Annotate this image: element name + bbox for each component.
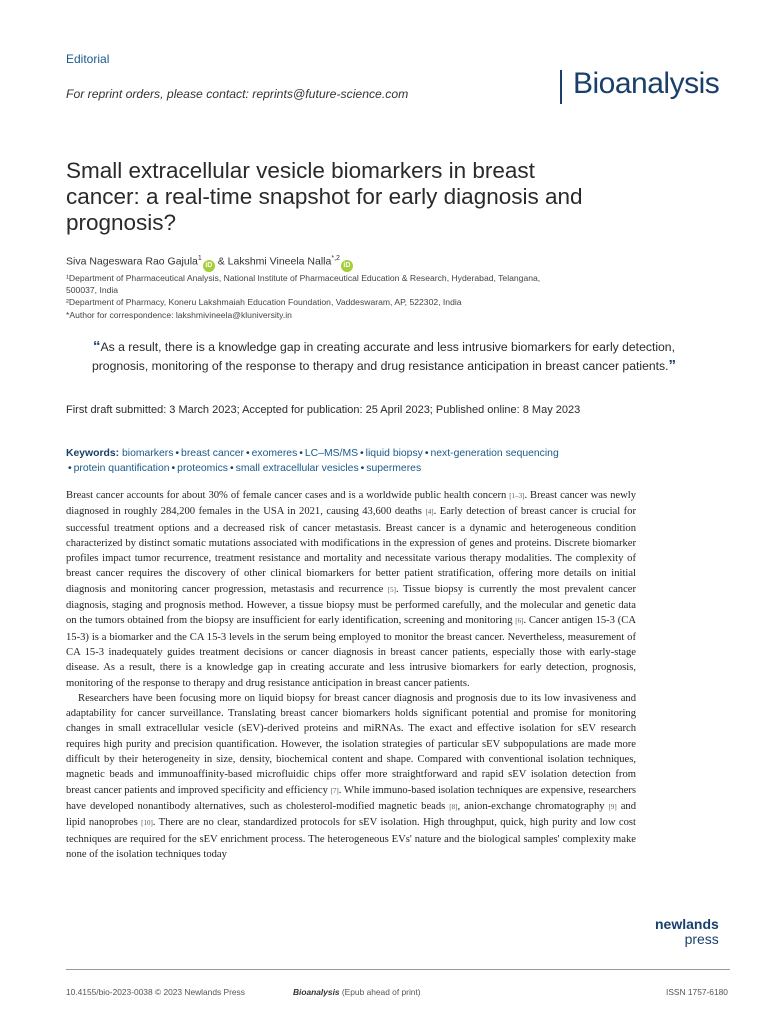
- publisher-logo-line2: press: [684, 931, 719, 947]
- body-text: . Cancer antigen 15-3 (CA 15-3) is a biomarker and the CA 15-3 levels in the serum being employed to monitor the breast cancer. Nevertheless, measurement of CA 15-3 inadequately guides treatment decisions or cancer diagnosis in breast cancer patients, especially those with early-stage disease. As a result, there is a knowledge gap in creating accurate and less intrusive biomarkers for early detection, prognosis, monitoring of the response to therapy and drug resistance anticipation in breast cancer patients.: [66, 615, 636, 689]
- article-title: Small extracellular vesicle biomarkers in breast cancer: a real-time snapshot for early diagnosis and prognosis?: [66, 158, 583, 235]
- author-line: [66, 255, 353, 272]
- keyword-bullet: •: [299, 448, 303, 459]
- keyword[interactable]: breast cancer: [181, 448, 244, 459]
- keyword[interactable]: next-generation sequencing: [430, 448, 559, 459]
- keywords: [66, 446, 706, 476]
- citation[interactable]: [7]: [330, 786, 339, 795]
- author-separator: &: [214, 255, 228, 268]
- body-text: . There are no clear, standardized protocols for sEV isolation. High throughput, quick, high purity and low cost techniques are required for the sEV enrichment process. The heterogeneous EVs' nature and the biological samples' complexity make none of the isolation techniques today: [66, 817, 636, 860]
- author-name: Siva Nageswara Rao Gajula: [66, 255, 198, 268]
- keyword[interactable]: proteomics: [177, 463, 228, 474]
- footer-journal: [293, 987, 421, 997]
- keyword-bullet: •: [360, 463, 365, 474]
- article-body: [66, 488, 636, 862]
- keyword[interactable]: supermeres: [366, 463, 422, 474]
- journal-logo: Bioanalysis: [573, 67, 720, 100]
- keyword[interactable]: protein quantification: [73, 463, 170, 474]
- footer-journal-name: Bioanalysis: [293, 987, 340, 997]
- keyword-bullet: •: [68, 463, 72, 474]
- citation[interactable]: [10]: [141, 819, 153, 828]
- body-text: . Breast cancer was newly diagnosed in roughly 284,200 females in the USA in 2021, causing 43,600 deaths: [66, 490, 636, 518]
- body-text: and lipid nanoprobes: [66, 800, 636, 829]
- citation[interactable]: [8]: [449, 802, 458, 811]
- citation[interactable]: [4]: [425, 508, 434, 517]
- keyword-list: [66, 448, 559, 474]
- keyword-bullet: •: [175, 448, 180, 459]
- keyword[interactable]: small extracellular vesicles: [235, 463, 359, 474]
- citation[interactable]: [6]: [515, 617, 524, 626]
- body-text: Researchers have been focusing more on liquid biopsy for breast cancer diagnosis and prognosis due to its low invasiveness and adaptability for cancer surveillance. Translating breast cancer biomarkers holds significant potential and promise for monitoring changes in small extracellular vesicle (sEV)-derived proteins and miRNAs. The exact and effective isolation for sEV research requires high purity and precision quantification. However, the isolation strategies of particular sEV subpopulations are made more difficult by their heterogeneity in size, density, biochemical content and shape. Compared with conventional isolation techniques, magnetic beads and immunoaffinity-based microfluidic chips offer more straightforward and rapid sEV isolation detection from breast cancer patients and improved specificity and efficiency: [66, 692, 636, 796]
- keyword-bullet: •: [246, 448, 250, 459]
- footer-issn: ISSN 1757-6180: [666, 987, 728, 997]
- body-text: . Early detection of breast cancer is crucial for successful treatment options and a decreased risk of cancer metastasis. Breast cancer is a dynamic and heterogeneous condition characterized by distinct somatic mutations associated with modifications in the expression of genes and proteins. Discrete biomarker profiles impact tumor recurrence, treatment resistance and mortality and necessitate various therapy modalities. The complexity of breast cancer requires the discovery of other clinical biomarkers for better patient stratification, offering more details on initial diagnosis and monitoring cancer progression, metastasis and recurrence: [66, 506, 637, 595]
- keyword-bullet: •: [230, 463, 234, 474]
- body-paragraph: [66, 488, 636, 691]
- body-text: . While immuno-based isolation techniques are expensive, researchers have developed nonantibody alternatives, such as cholesterol-modified magnetic beads: [66, 784, 636, 812]
- footer-doi: 10.4155/bio-2023-0038 © 2023 Newlands Press: [66, 987, 245, 997]
- keyword[interactable]: LC–MS/MS: [304, 448, 359, 459]
- keyword-bullet: •: [424, 448, 429, 459]
- section-label: Editorial: [66, 52, 110, 66]
- keyword[interactable]: liquid biopsy: [365, 448, 423, 459]
- pull-quote: [66, 338, 702, 375]
- pull-quote-text: As a result, there is a knowledge gap in creating accurate and less intrusive biomarkers for early detection, prognosis, monitoring of the response to therapy and drug resistance anticipation in breast cancer patients.: [91, 340, 675, 373]
- correspondence: *Author for correspondence: lakshmivineela@kluniversity.in: [66, 310, 292, 320]
- author-affiliation-mark: 1: [197, 255, 202, 262]
- author-name: Lakshmi Vineela Nalla: [227, 255, 332, 268]
- body-text: . Tissue biopsy is currently the most prevalent cancer diagnosis, staging and prognosis method. However, a tissue biopsy must be performed carefully, and the molecular and genetic data on the tumors obtained from the biopsy are insufficient for early identification, screening and monitoring: [66, 583, 637, 627]
- orcid-icon[interactable]: iD: [203, 260, 215, 272]
- citation[interactable]: [5]: [387, 585, 396, 594]
- body-paragraph: [66, 691, 636, 862]
- close-quote-mark: ”: [668, 356, 677, 374]
- body-text: Breast cancer accounts for about 30% of female cancer cases and is a worldwide public health concern: [66, 490, 510, 501]
- keywords-label: Keywords:: [66, 448, 120, 459]
- footer-status: (Epub ahead of print): [339, 987, 421, 997]
- keyword-bullet: •: [360, 448, 364, 459]
- keyword-bullet: •: [171, 463, 176, 474]
- affiliation-2: ²Department of Pharmacy, Koneru Lakshmaiah Education Foundation, Vaddeswaram, AP, 522302, India: [66, 297, 462, 307]
- keyword[interactable]: exomeres: [251, 448, 298, 459]
- reprint-notice: For reprint orders, please contact: reprints@future-science.com: [66, 87, 409, 101]
- publisher-logo-line1: newlands: [655, 916, 719, 932]
- footer-divider: [66, 969, 730, 970]
- body-text: , anion-exchange chromatography: [457, 800, 609, 812]
- citation[interactable]: [1–3]: [509, 492, 525, 500]
- author-affiliation-mark: *,2: [331, 255, 340, 262]
- publisher-logo: [655, 917, 719, 947]
- keyword[interactable]: biomarkers: [122, 448, 174, 459]
- open-quote-mark: “: [93, 338, 101, 355]
- affiliation-1: ¹Department of Pharmaceutical Analysis, National Institute of Pharmaceutical Education & Research, Hyderabad, Telangana, 500037, India: [66, 273, 541, 295]
- orcid-icon[interactable]: iD: [341, 260, 353, 272]
- publication-dates: First draft submitted: 3 March 2023; Accepted for publication: 25 April 2023; Published online: 8 May 2023: [66, 404, 581, 416]
- citation[interactable]: [9]: [608, 802, 617, 811]
- journal-logo-bar: [560, 70, 562, 104]
